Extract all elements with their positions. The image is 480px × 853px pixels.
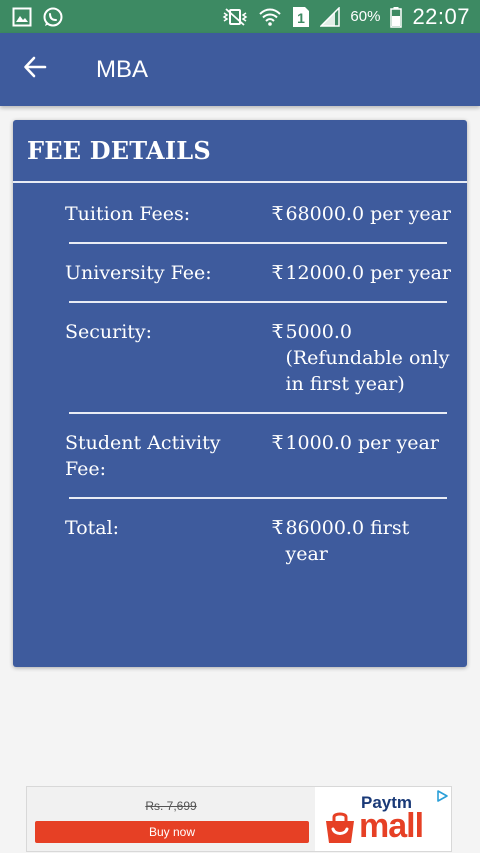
- ad-product-panel[interactable]: [27, 787, 315, 851]
- fee-amount: 5000.0 (Refundable only in first year): [285, 321, 450, 395]
- fee-label: Total:: [65, 517, 120, 539]
- fee-amount: 68000.0 per year: [285, 203, 451, 225]
- rupee-symbol: ₹: [271, 203, 284, 225]
- fee-value: [271, 515, 451, 567]
- rupee-symbol: ₹: [271, 517, 284, 539]
- battery-percent: 60%: [350, 8, 381, 25]
- ad-old-price: Rs. 7,699: [145, 799, 197, 813]
- divider: [69, 497, 447, 499]
- vibrate-mute-icon: [222, 7, 248, 27]
- fee-label: University Fee:: [65, 262, 212, 284]
- rupee-symbol: ₹: [271, 321, 284, 343]
- fee-amount: 1000.0 per year: [285, 432, 439, 454]
- fee-label: Tuition Fees:: [65, 203, 191, 225]
- rupee-symbol: ₹: [271, 432, 284, 454]
- adchoices-icon[interactable]: [435, 789, 449, 808]
- fee-row-university: [13, 260, 467, 286]
- rupee-symbol: ₹: [271, 262, 284, 284]
- mall-logo-text: mall: [359, 807, 424, 845]
- fee-row-security: [13, 319, 467, 397]
- fee-row-tuition: [13, 201, 467, 227]
- status-left-icons: [12, 6, 64, 28]
- fee-list: [13, 183, 467, 567]
- arrow-left-icon: [22, 54, 48, 85]
- signal-strength-icon: [320, 7, 340, 27]
- divider: [69, 412, 447, 414]
- sim-slot-icon: [292, 6, 310, 28]
- sim-number: 1: [297, 9, 306, 26]
- ad-banner[interactable]: [26, 786, 452, 852]
- app-bar: [0, 33, 480, 106]
- fee-row-total: [13, 515, 467, 567]
- gallery-notification-icon: [12, 7, 32, 27]
- fee-value: [271, 319, 451, 397]
- clock: 22:07: [412, 3, 470, 29]
- fee-amount: 86000.0 first year: [285, 517, 410, 565]
- shopping-bag-icon: [323, 809, 357, 850]
- back-button[interactable]: [0, 33, 70, 106]
- fee-row-student-activity: [13, 430, 467, 482]
- card-title: FEE DETAILS: [13, 120, 467, 183]
- wifi-icon: [258, 7, 282, 27]
- fee-details-card: [13, 120, 467, 667]
- status-bar: [0, 0, 480, 33]
- fee-amount: 12000.0 per year: [285, 262, 451, 284]
- fee-value: [271, 430, 451, 482]
- fee-value: [271, 201, 451, 227]
- buy-now-button[interactable]: Buy now: [35, 821, 309, 843]
- divider: [69, 301, 447, 303]
- divider: [69, 242, 447, 244]
- battery-icon: [390, 6, 402, 28]
- page-title: MBA: [96, 55, 149, 83]
- ad-brand-panel[interactable]: [315, 787, 451, 851]
- fee-value: [271, 260, 451, 286]
- fee-label: Student Activity Fee:: [65, 432, 221, 480]
- fee-label: Security:: [65, 321, 153, 343]
- status-right-icons: [222, 4, 470, 30]
- whatsapp-notification-icon: [42, 6, 64, 28]
- paytm-logo-text: Paytm: [361, 793, 413, 812]
